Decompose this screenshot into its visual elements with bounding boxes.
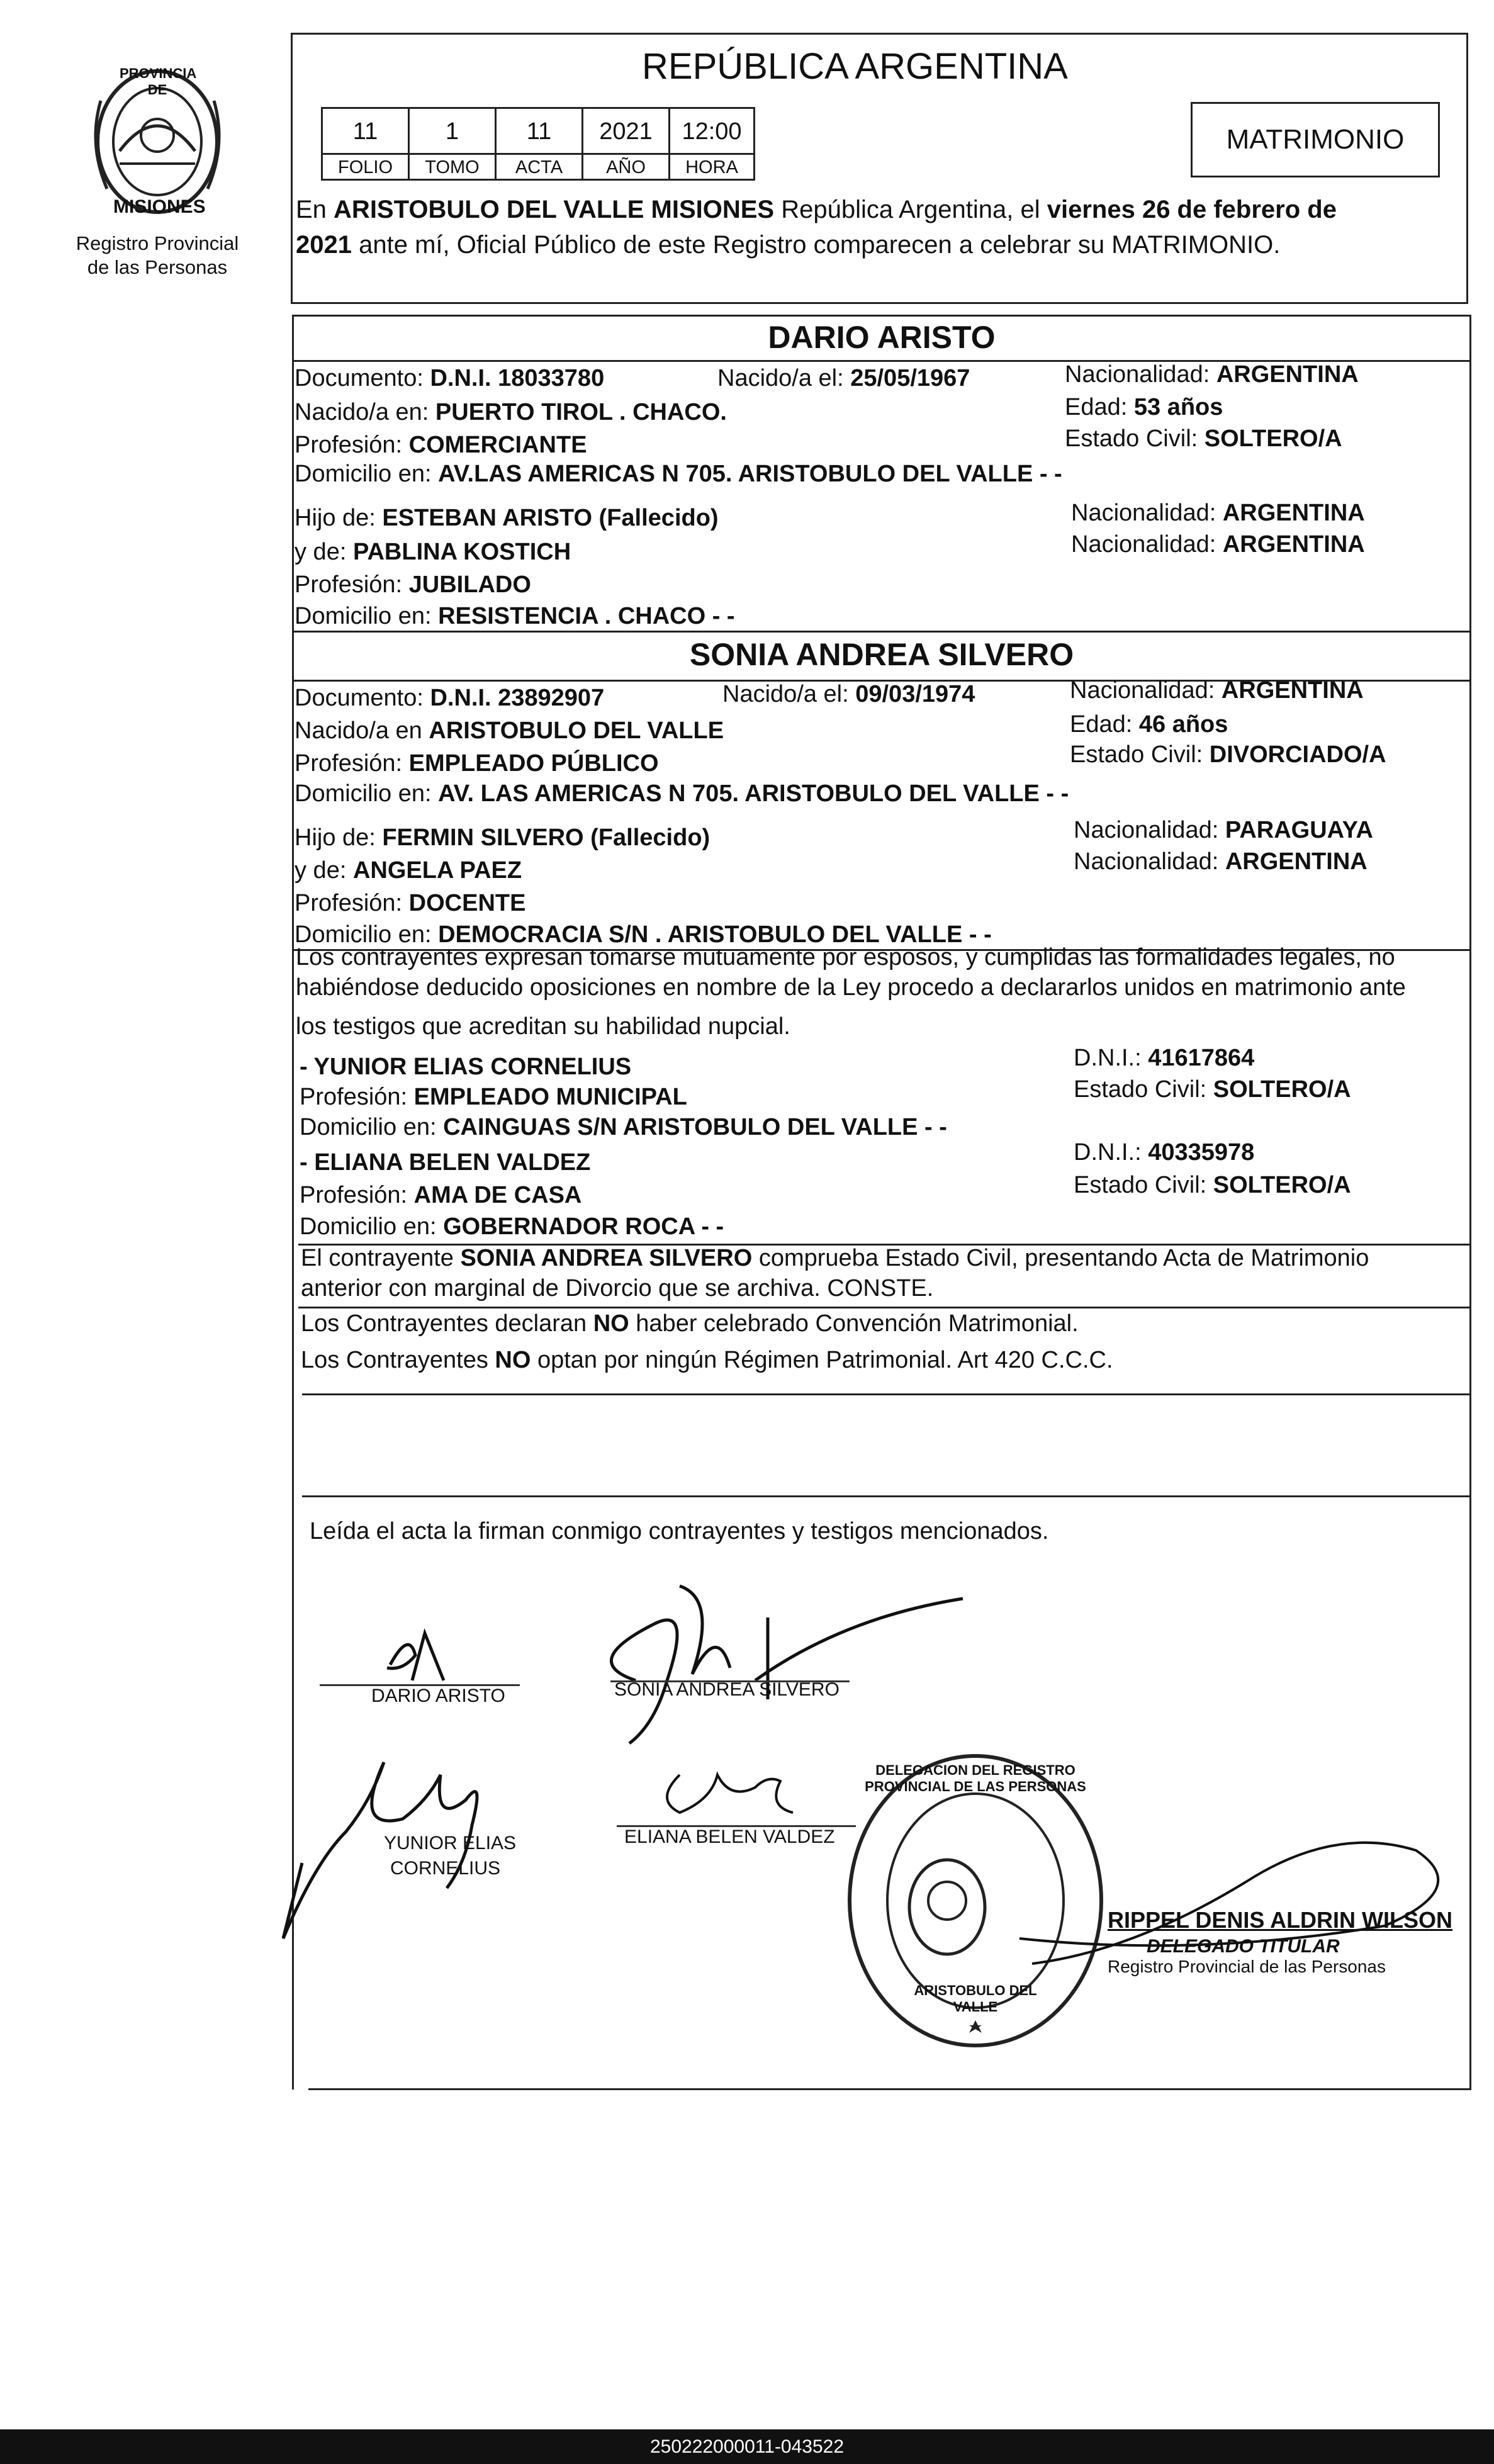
bride-nat-value: ARGENTINA [1221,677,1364,704]
groom-mother-label: y de: [295,539,353,565]
bride-nat-label: Nacionalidad: [1070,677,1222,704]
groom-nat-label: Nacionalidad: [1065,361,1216,388]
groom-mother-value: PABLINA KOSTICH [352,539,571,565]
intro-date-part1: viernes 26 de febrero de [1047,196,1337,223]
witness1-address [300,1113,947,1142]
groom-father-value: ESTEBAN ARISTO (Fallecido) [382,505,719,531]
acta-label: ACTA [495,153,583,181]
witness1-dni-label: D.N.I.: [1074,1045,1149,1071]
groom-age-value: 53 años [1133,394,1223,420]
bride-signature-label: SONIA ANDREA SILVERO [614,1679,840,1700]
witness2-civil-label: Estado Civil: [1074,1172,1213,1198]
witness1-signature-label-2: CORNELIUS [390,1858,501,1879]
declaration-line1: Los contrayentes expresan tomarse mutuamente por esposos, y cumplidas las formalidades legales, no [296,944,1395,970]
anio-label: AÑO [581,153,670,181]
witness1-civil-value: SOLTERO/A [1213,1076,1351,1103]
groom-age [1065,393,1223,422]
intro-line1 [296,195,1337,224]
bride-parent-addr-value: DEMOCRACIA S/N . ARISTOBULO DEL VALLE - - [438,921,992,948]
groom-father-nat-label: Nacionalidad: [1071,500,1223,526]
witness2-addr-value: GOBERNADOR ROCA - - [443,1213,724,1240]
bride-document [295,684,604,712]
groom-name: DARIO ARISTO [768,320,996,355]
frame-bottom [308,2088,1471,2090]
witness1-profession [300,1083,687,1111]
bride-parent-prof-label: Profesión: [295,890,409,916]
groom-civil-value: SOLTERO/A [1204,425,1342,452]
groom-age-label: Edad: [1065,394,1134,420]
groom-parent-prof-label: Profesión: [295,571,409,598]
witness2-civil-value: SOLTERO/A [1213,1172,1351,1198]
bride-civil-status [1070,740,1386,769]
groom-civil-label: Estado Civil: [1065,425,1205,452]
witness1-signature-label-1: YUNIOR ELIAS [384,1833,517,1854]
bride-father [295,823,710,852]
regime-top-line [298,1307,1471,1308]
note-civil-line2: anterior con marginal de Divorcio que se archiva. CONSTE. [301,1275,934,1302]
groom-parent-addr-label: Domicilio en: [295,603,439,629]
groom-profession [295,430,587,459]
tomo-label: TOMO [408,153,497,181]
bride-nationality [1070,676,1364,705]
groom-prof-label: Profesión: [295,432,409,458]
regime-line1 [301,1309,1079,1338]
witness2-prof-label: Profesión: [300,1182,414,1208]
bride-father-nat-value: PARAGUAYA [1225,817,1373,843]
tomo-value: 1 [408,107,497,155]
witness1-dni [1074,1044,1254,1072]
frame-right-top [1466,33,1468,303]
bride-mother-value: ANGELA PAEZ [352,857,522,884]
bride-birthplace [295,716,724,745]
hora-value: 12:00 [668,107,755,155]
bride-name: SONIA ANDREA SILVERO [689,637,1074,672]
bride-birthplace-value: ARISTOBULO DEL VALLE [429,717,724,744]
groom-birthplace-label: Nacido/a en: [295,399,435,425]
regime-line2 [301,1346,1113,1375]
signatures-intro: Leída el acta la firman conmigo contrayentes y testigos mencionados. [310,1518,1049,1544]
bride-doc-value: D.N.I. 23892907 [430,685,605,711]
bride-father-nat-label: Nacionalidad: [1074,817,1225,843]
seal-bottom-text: MISIONES [113,196,206,217]
groom-mother [295,537,571,566]
witness2-signature-label: ELIANA BELEN VALDEZ [624,1826,835,1847]
bride-prof-label: Profesión: [295,750,409,777]
bride-top-line [292,631,1471,633]
groom-nationality [1065,360,1359,389]
declaration-line2: habiéndose deducido oposiciones en nombre de la Ley procedo a declararlos unidos en matrimonio ante [296,974,1406,1001]
witness2-civil-status [1074,1171,1351,1200]
groom-birthplace-value: PUERTO TIROL . CHACO. [435,399,727,425]
witness2-dni-label: D.N.I.: [1074,1139,1149,1166]
bride-address [295,779,1069,808]
witness1-addr-value: CAINGUAS S/N ARISTOBULO DEL VALLE - - [443,1114,947,1140]
groom-prof-value: COMERCIANTE [408,432,587,458]
bride-civil-label: Estado Civil: [1070,741,1210,768]
witness1-civil-status [1074,1075,1351,1104]
witness1-prof-value: EMPLEADO MUNICIPAL [413,1084,687,1110]
intro-text-2: República Argentina, el [774,196,1047,223]
groom-mother-nat-value: ARGENTINA [1222,531,1365,558]
note-civil-text-1: El contrayente [301,1245,461,1271]
bride-addr-label: Domicilio en: [295,780,439,807]
regime-l1-text-c: haber celebrado Convención Matrimonial. [629,1310,1079,1337]
seal-caption-line2: de las Personas [87,256,228,278]
header-bottom-line [291,302,1468,304]
regime-l2-no: NO [495,1347,531,1373]
regime-l2-text-c: optan por ningún Régimen Patrimonial. Art 420 C.C.C. [531,1347,1113,1373]
groom-addr-value: AV.LAS AMERICAS N 705. ARISTOBULO DEL VALLE - - [438,461,1062,487]
provincial-seal [82,63,233,227]
folio-label: FOLIO [321,153,410,181]
hora-label: HORA [668,153,755,181]
groom-born-label: Nacido/a el: [717,365,851,391]
official-title: DELEGADO TITULAR [1147,1936,1340,1957]
groom-mother-nat-label: Nacionalidad: [1071,531,1223,558]
witness1-dni-value: 41617864 [1148,1045,1255,1071]
groom-doc-value: D.N.I. 18033780 [430,365,605,391]
signatures-top-line [302,1495,1471,1497]
folio-value: 11 [321,107,410,155]
regime-l1-text-a: Los Contrayentes declaran [301,1310,593,1337]
official-name: RIPPEL DENIS ALDRIN WILSON [1108,1907,1453,1933]
groom-parent-addr-value: RESISTENCIA . CHACO - - [438,603,735,629]
bride-mother [295,856,522,885]
groom-father-nat-value: ARGENTINA [1222,500,1365,526]
intro-text-1: En [296,196,334,223]
witness2-dni-value: 40335978 [1148,1139,1255,1166]
bride-profession [295,749,659,778]
groom-parent-address [295,602,735,631]
witness1-addr-label: Domicilio en: [300,1114,444,1140]
bride-mother-nationality [1074,847,1368,876]
groom-birthplace [295,398,727,427]
groom-nat-value: ARGENTINA [1216,361,1359,388]
registry-table [321,107,755,183]
groom-parent-prof-value: JUBILADO [408,571,531,598]
bride-age [1070,710,1228,739]
empty-box-top-line [302,1393,1471,1395]
groom-born-value: 25/05/1967 [850,365,970,391]
bride-born-label: Nacido/a el: [722,681,856,707]
witness1-name: - YUNIOR ELIAS CORNELIUS [300,1054,632,1080]
bride-father-value: FERMIN SILVERO (Fallecido) [382,824,710,851]
witness1-prof-label: Profesión: [300,1084,414,1110]
bride-addr-value: AV. LAS AMERICAS N 705. ARISTOBULO DEL VALLE - - [438,780,1069,807]
bride-age-label: Edad: [1070,711,1139,738]
witness2-dni [1074,1138,1254,1167]
stamp-inner-text: ARISTOBULO DEL VALLE [914,1983,1037,2015]
note-civil-text-2: comprueba Estado Civil, presentando Acta de Matrimonio [752,1245,1369,1271]
intro-date-part2: 2021 [296,231,352,259]
groom-civil-status [1065,424,1342,453]
groom-doc-label: Documento: [295,365,430,391]
bride-mother-nat-value: ARGENTINA [1225,848,1368,875]
groom-top-line [292,315,1471,317]
bride-mother-label: y de: [295,857,353,884]
witness2-addr-label: Domicilio en: [300,1213,444,1240]
groom-addr-label: Domicilio en: [295,461,439,487]
regime-l1-no: NO [593,1310,629,1337]
anio-value: 2021 [581,107,670,155]
note-civil-line1 [301,1244,1369,1273]
groom-birthdate [717,364,970,393]
record-type-box: MATRIMONIO [1191,102,1440,177]
declaration-line3: los testigos que acreditan su habilidad nupcial. [296,1013,790,1040]
acta-value: 11 [495,107,583,155]
bride-prof-value: EMPLEADO PÚBLICO [408,750,659,777]
frame-left [291,33,293,303]
regime-l2-text-a: Los Contrayentes [301,1347,495,1373]
intro-place: ARISTOBULO DEL VALLE MISIONES [334,196,775,223]
frame-top [291,33,1468,35]
intro-line2 [296,230,1280,259]
bride-parent-profession [295,889,525,918]
stamp-ring-text: DELEGACION DEL REGISTRO PROVINCIAL DE LAS PERSONAS [865,1762,1086,1794]
bride-father-nationality [1074,816,1373,845]
bride-civil-value: DIVORCIADO/A [1209,741,1386,768]
document-title: REPÚBLICA ARGENTINA [642,46,1068,87]
bride-mother-nat-label: Nacionalidad: [1074,848,1225,875]
bride-father-label: Hijo de: [295,824,383,851]
groom-address [295,459,1062,488]
bride-born-value: 09/03/1974 [855,681,975,707]
groom-parent-profession [295,570,531,599]
groom-signature-label: DARIO ARISTO [371,1685,505,1706]
seal-caption [57,232,258,279]
groom-father-label: Hijo de: [295,505,383,531]
groom-mother-nationality [1071,530,1365,559]
seal-caption-line1: Registro Provincial [76,232,239,254]
bride-doc-label: Documento: [295,685,430,711]
seal-top-text: PROVINCIA DE [120,65,197,98]
witness2-profession [300,1181,581,1210]
groom-father-nationality [1071,498,1365,527]
witness2-prof-value: AMA DE CASA [413,1182,582,1208]
bride-parent-addr-label: Domicilio en: [295,921,439,948]
bride-parent-prof-value: DOCENTE [408,890,526,916]
groom-father [295,503,719,532]
bride-birthplace-label: Nacido/a en [295,717,429,744]
footer-code: 250222000011-043522 [0,2429,1494,2464]
witness2-address [300,1212,724,1241]
witness1-civil-label: Estado Civil: [1074,1076,1213,1103]
official-org: Registro Provincial de las Personas [1108,1957,1386,1976]
note-civil-name: SONIA ANDREA SILVERO [460,1245,753,1271]
bride-age-value: 46 años [1138,711,1228,738]
intro-text-3: ante mí, Oficial Público de este Registro comparecen a celebrar su MATRIMONIO. [351,231,1281,259]
witness2-name: - ELIANA BELEN VALDEZ [300,1149,591,1176]
groom-document [295,364,604,393]
bride-birthdate [722,680,975,709]
